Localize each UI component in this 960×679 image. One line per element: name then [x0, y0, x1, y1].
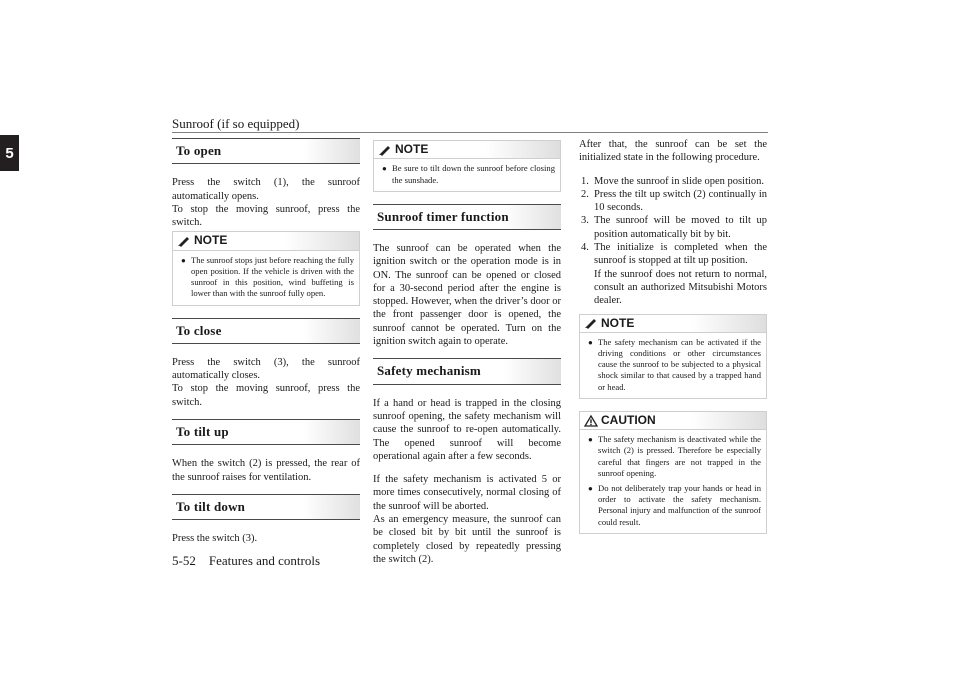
timer-body: The sunroof can be operated when the ignition switch or the operation mode is in ON. The sunroof can be opened or closed for a 30-second period after the engine is stopped. However, when the driver’s door or the front passenger door is opened, the sunroof cannot be operated. Turn on the ignition switch again to operate.: [373, 243, 561, 348]
to-open-body-2: To stop the moving sunroof, press the switch.: [172, 203, 360, 229]
chapter-tab: 5: [0, 135, 19, 171]
bullet-icon: ●: [181, 255, 186, 265]
footer-section-title: Features and controls: [208, 553, 321, 568]
note-item-text: The safety mechanism can be activated if the driving conditions or other circumstances cause the sunroof to be subjected to a physical shock similar to that caused by a trapped hand or head.: [598, 336, 761, 392]
to-close-body-1: Press the switch (3), the sunroof automatically closes.: [172, 356, 360, 382]
column-2: [373, 140, 561, 576]
caution-item-text: Do not deliberately trap your hands or head in order to activate the safety mechanism. Personal injury and malfunction of the sunroof could result.: [598, 482, 761, 527]
step-item: 1. Move the sunroof in slide open position.: [581, 175, 765, 187]
note-item: [580, 333, 766, 393]
safety-body-3: As an emergency measure, the sunroof can be closed bit by bit until the sunroof is completely closed by repeatedly pressing the switch (2).: [373, 514, 561, 565]
caution-item: [580, 430, 766, 479]
note-item-text: The sunroof stops just before reaching the fully open position. If the vehicle is driven with the sunroof in this position, wind buffeting is lower than with the sunroof fully open.: [191, 254, 355, 299]
caution-item-text: The safety mechanism is deactivated while the switch (2) is pressed. Therefore be especially careful that fingers are not trapped in the sunroof opening.: [598, 434, 761, 478]
step-item: 4. The initialize is completed when the sunroof is stopped at tilt up position. If the sunroof does not return to normal, consult an authorized Mitsubishi Motors dealer.: [581, 242, 767, 307]
note-title: [173, 232, 359, 250]
page-number: 5-52: [172, 553, 196, 568]
heading-to-open: To open: [172, 138, 360, 164]
caution-box: [579, 411, 767, 534]
page-footer: [172, 553, 320, 569]
pencil-icon: [378, 144, 392, 156]
note-item: [374, 159, 560, 185]
column-3: [579, 138, 767, 546]
note-label: NOTE: [395, 142, 429, 156]
init-steps: [579, 175, 767, 308]
safety-body-1: If a hand or head is trapped in the closing sunroof opening, the safety mechanism will cause the sunroof to re-open automatically. The opened sunroof will become operational again after a few seconds.: [373, 397, 561, 462]
step-item: 2. Press the tilt up switch (2) continually in 10 seconds.: [581, 188, 767, 214]
note-title: [580, 315, 766, 333]
heading-safety-mechanism: Safety mechanism: [373, 358, 561, 384]
caution-label: CAUTION: [601, 412, 656, 427]
init-intro: After that, the sunroof can be set the initialized state in the following procedure.: [579, 139, 767, 164]
header-rule: [172, 132, 768, 133]
bullet-icon: ●: [588, 483, 593, 493]
heading-to-tilt-up: To tilt up: [172, 419, 360, 445]
step-4-extra: If the sunroof does not return to normal, consult an authorized Mitsubishi Motors dealer.: [594, 268, 767, 307]
heading-to-tilt-down: To tilt down: [172, 494, 360, 520]
caution-title: [580, 412, 766, 430]
note-label: NOTE: [601, 315, 635, 330]
note-title: [374, 141, 560, 159]
caution-item: [580, 479, 766, 528]
bullet-icon: ●: [588, 337, 593, 347]
bullet-icon: ●: [382, 164, 387, 174]
pencil-icon: [584, 317, 598, 329]
to-close-body-2: To stop the moving sunroof, press the switch.: [172, 383, 360, 408]
page-header-title: Sunroof (if so equipped): [172, 116, 300, 131]
note-item: [173, 251, 359, 300]
to-tilt-up-body: When the switch (2) is pressed, the rear of the sunroof raises for ventilation.: [172, 458, 360, 483]
note-box-open: [172, 231, 360, 305]
bullet-icon: ●: [588, 435, 593, 445]
to-tilt-down-body: Press the switch (3).: [172, 533, 258, 545]
to-open-body-1: Press the switch (1), the sunroof automatically opens.: [172, 177, 360, 202]
column-1: [172, 138, 360, 556]
warning-triangle-icon: [584, 415, 598, 427]
note-item-text: Be sure to tilt down the sunroof before closing the sunshade.: [392, 163, 555, 185]
note-label: NOTE: [194, 233, 228, 248]
safety-body-2: If the safety mechanism is activated 5 or more times consecutively, normal closing of the sunroof will be aborted.: [373, 474, 561, 512]
heading-sunroof-timer: Sunroof timer function: [373, 204, 561, 230]
note-box-safety: [579, 314, 767, 399]
pencil-icon: [177, 235, 191, 247]
heading-to-close: To close: [172, 318, 360, 344]
step-item: 3. The sunroof will be moved to tilt up position automatically bit by bit.: [581, 215, 767, 240]
note-box-sunshade: [373, 140, 561, 192]
